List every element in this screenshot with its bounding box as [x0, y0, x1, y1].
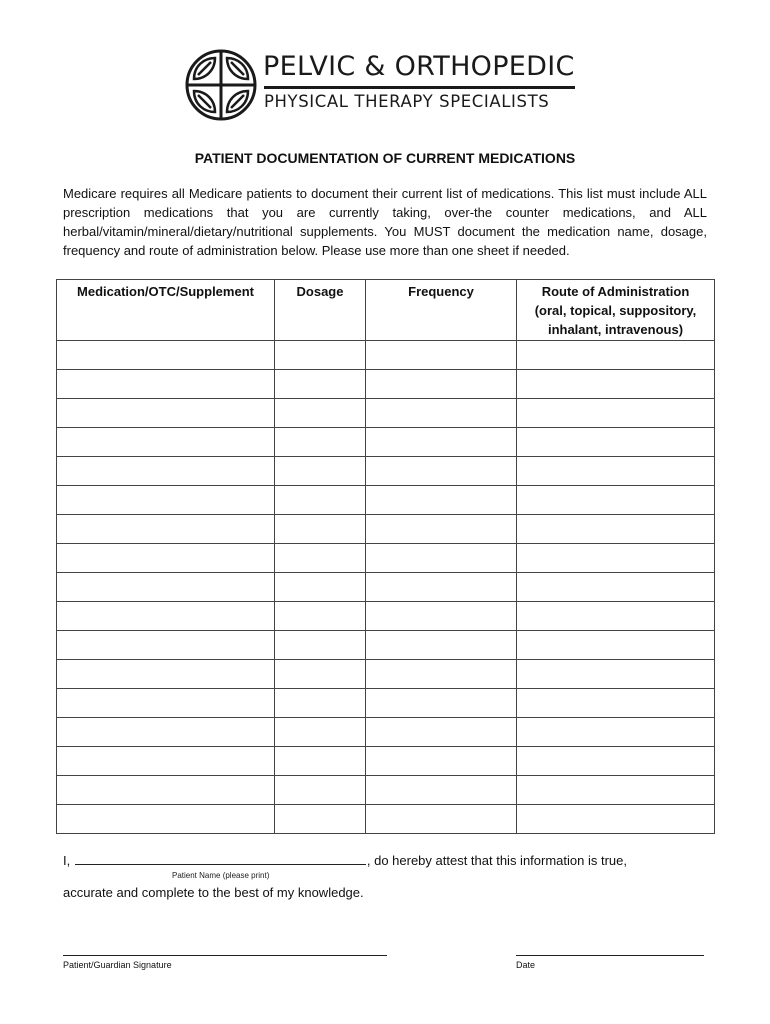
route-cell[interactable] [517, 544, 715, 573]
route-cell[interactable] [517, 341, 715, 370]
medication-table [56, 279, 715, 834]
patient-name-field[interactable] [75, 852, 366, 865]
frequency-cell[interactable] [366, 399, 517, 428]
medication-cell[interactable] [57, 805, 275, 834]
patient-name-caption: Patient Name (please print) [172, 871, 270, 880]
route-cell[interactable] [517, 370, 715, 399]
route-cell[interactable] [517, 747, 715, 776]
table-row [57, 805, 715, 834]
header-label: Route of Administration [541, 284, 690, 299]
intro-paragraph: Medicare requires all Medicare patients to document their current list of medications. This list must include ALL prescription medications that you are currently taking, over-the counter medications, and ALL herbal/vitamin/mineral/dietary/nutritional supplements. You MUST document the medication name, dosage, frequency and route of administration below. Please use more than one sheet if needed. [63, 186, 707, 258]
route-cell[interactable] [517, 805, 715, 834]
frequency-cell[interactable] [366, 602, 517, 631]
table-row [57, 660, 715, 689]
signature-label: Patient/Guardian Signature [63, 960, 172, 970]
dosage-cell[interactable] [275, 689, 366, 718]
header-route [517, 280, 715, 341]
frequency-cell[interactable] [366, 660, 517, 689]
frequency-cell[interactable] [366, 689, 517, 718]
header-label: Frequency [408, 284, 474, 299]
route-cell[interactable] [517, 399, 715, 428]
medication-cell[interactable] [57, 428, 275, 457]
table-row [57, 718, 715, 747]
medication-cell[interactable] [57, 718, 275, 747]
dosage-cell[interactable] [275, 515, 366, 544]
document-title: PATIENT DOCUMENTATION OF CURRENT MEDICATIONS [194, 150, 576, 166]
leaf-quadrant-logo-icon [184, 48, 258, 122]
dosage-cell[interactable] [275, 776, 366, 805]
logo-name-line: PELVIC & ORTHOPEDIC [263, 51, 575, 82]
attestation-line [63, 852, 627, 868]
table-row [57, 747, 715, 776]
medication-cell[interactable] [57, 486, 275, 515]
logo-tagline: PHYSICAL THERAPY SPECIALISTS [264, 92, 550, 111]
table-row [57, 689, 715, 718]
dosage-cell[interactable] [275, 341, 366, 370]
header-dosage [275, 280, 366, 341]
route-cell[interactable] [517, 602, 715, 631]
frequency-cell[interactable] [366, 805, 517, 834]
medication-cell[interactable] [57, 747, 275, 776]
frequency-cell[interactable] [366, 515, 517, 544]
frequency-cell[interactable] [366, 486, 517, 515]
table-row [57, 515, 715, 544]
frequency-cell[interactable] [366, 544, 517, 573]
frequency-cell[interactable] [366, 776, 517, 805]
medication-cell[interactable] [57, 573, 275, 602]
frequency-cell[interactable] [366, 718, 517, 747]
table-row [57, 457, 715, 486]
frequency-cell[interactable] [366, 370, 517, 399]
dosage-cell[interactable] [275, 486, 366, 515]
route-cell[interactable] [517, 428, 715, 457]
route-cell[interactable] [517, 631, 715, 660]
dosage-cell[interactable] [275, 660, 366, 689]
table-row [57, 631, 715, 660]
table-row [57, 573, 715, 602]
medication-cell[interactable] [57, 341, 275, 370]
route-cell[interactable] [517, 689, 715, 718]
dosage-cell[interactable] [275, 399, 366, 428]
medication-cell[interactable] [57, 399, 275, 428]
medication-cell[interactable] [57, 776, 275, 805]
table-row [57, 341, 715, 370]
frequency-cell[interactable] [366, 457, 517, 486]
dosage-cell[interactable] [275, 544, 366, 573]
header-label: Dosage [296, 284, 344, 299]
medication-cell[interactable] [57, 370, 275, 399]
table-row [57, 399, 715, 428]
dosage-cell[interactable] [275, 457, 366, 486]
table-row [57, 776, 715, 805]
header-label-note: (oral, topical, suppository, [534, 303, 697, 318]
table-row [57, 602, 715, 631]
header-label: Medication/OTC/Supplement [77, 284, 254, 299]
medication-cell[interactable] [57, 602, 275, 631]
frequency-cell[interactable] [366, 341, 517, 370]
table-row [57, 370, 715, 399]
date-label: Date [516, 960, 536, 970]
table-row [57, 486, 715, 515]
dosage-cell[interactable] [275, 805, 366, 834]
company-logo [184, 48, 584, 122]
medication-cell[interactable] [57, 544, 275, 573]
route-cell[interactable] [517, 573, 715, 602]
route-cell[interactable] [517, 515, 715, 544]
table-row [57, 544, 715, 573]
frequency-cell[interactable] [366, 428, 517, 457]
dosage-cell[interactable] [275, 573, 366, 602]
table-body [57, 341, 715, 834]
dosage-cell[interactable] [275, 747, 366, 776]
medication-cell[interactable] [57, 660, 275, 689]
medication-cell[interactable] [57, 457, 275, 486]
header-medication [57, 280, 275, 341]
frequency-cell[interactable] [366, 631, 517, 660]
dosage-cell[interactable] [275, 428, 366, 457]
medication-cell[interactable] [57, 631, 275, 660]
attestation-prefix: I, [63, 853, 71, 868]
frequency-cell[interactable] [366, 573, 517, 602]
logo-divider [264, 86, 575, 89]
dosage-cell[interactable] [275, 718, 366, 747]
table-row [57, 428, 715, 457]
route-cell[interactable] [517, 457, 715, 486]
route-cell[interactable] [517, 486, 715, 515]
frequency-cell[interactable] [366, 747, 517, 776]
medication-cell[interactable] [57, 515, 275, 544]
dosage-cell[interactable] [275, 370, 366, 399]
header-frequency [366, 280, 517, 341]
route-cell[interactable] [517, 776, 715, 805]
route-cell[interactable] [517, 660, 715, 689]
table-header-row [57, 280, 715, 341]
date-field[interactable] [516, 955, 704, 956]
signature-field[interactable] [63, 955, 387, 956]
header-label-note: inhalant, intravenous) [547, 322, 684, 337]
attestation-suffix: , do hereby attest that this information is true, [366, 853, 627, 868]
attestation-continuation: accurate and complete to the best of my knowledge. [63, 885, 364, 900]
route-cell[interactable] [517, 718, 715, 747]
dosage-cell[interactable] [275, 602, 366, 631]
dosage-cell[interactable] [275, 631, 366, 660]
medication-cell[interactable] [57, 689, 275, 718]
